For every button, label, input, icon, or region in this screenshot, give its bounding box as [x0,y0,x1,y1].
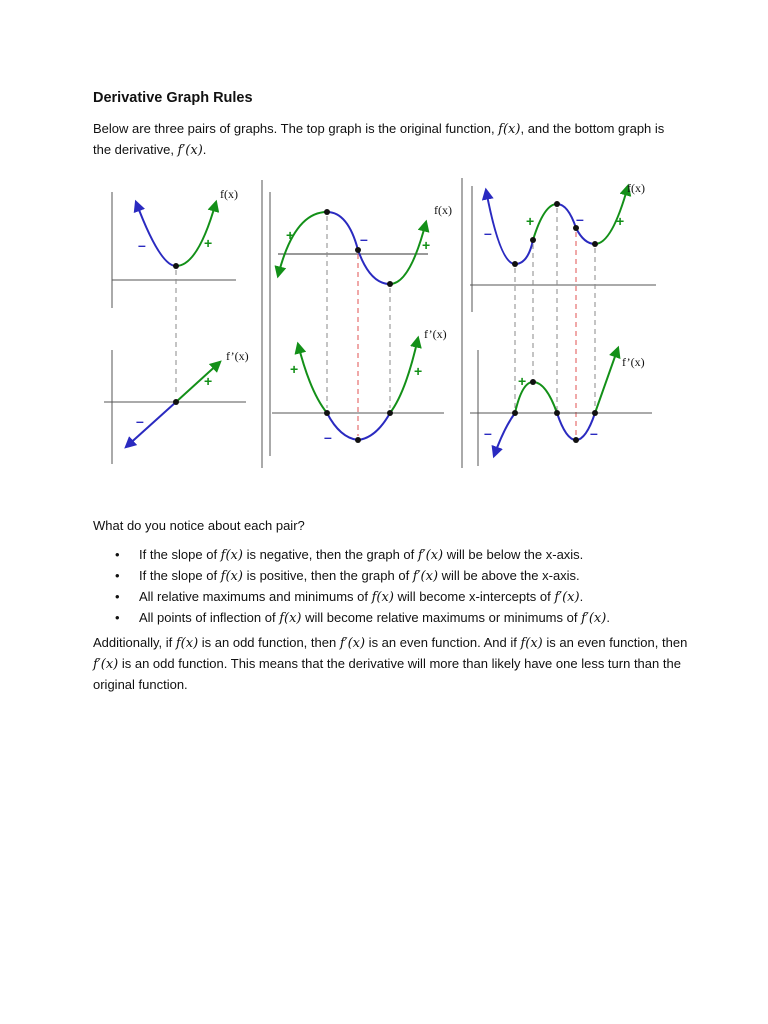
math-fx: f(x) [498,122,521,137]
p2-fx-inflection-point [355,247,361,253]
p3-fx-inflection-left [530,237,536,243]
p2-fx-plus-sign-left: + [286,227,295,243]
p1-fpx-minus-sign: – [136,413,144,429]
p1-fx-decreasing [136,202,176,266]
page-title: Derivative Graph Rules [93,90,253,106]
pair-1 [104,187,249,464]
p1-fx-minimum-point [173,263,179,269]
p2-fx-minus-sign: – [360,231,368,247]
graph-pairs-svg [100,172,665,472]
observation-item: • All relative maximums and minimums of f(x) will become x-intercepts of f′(x). [115,589,584,605]
math-fx: f(x) [220,569,243,584]
observation-item: • If the slope of f(x) is positive, then the graph of f′(x) will be above the x-axis. [115,568,580,584]
p2-fx-increasing-right [390,222,426,284]
p2-fpx-minus-sign: – [324,429,332,445]
observations-list [93,545,693,629]
p1-fx-increasing [176,202,216,266]
p2-fpx-plus-sign-left: + [290,361,299,377]
math-fx: f(x) [279,611,302,626]
p1-fpx-intercept-point [173,399,179,405]
math-fx: f(x) [371,590,394,605]
bullet-dot: • [115,610,120,625]
p3-fpx-plus-sign: + [518,373,527,389]
observation-item: • All points of inflection of f(x) will become relative maximums or minimums of f′(x). [115,610,610,626]
p1-fx-label: f(x) [220,187,238,201]
math-fpx: f′(x) [417,548,444,563]
p1-fx-plus-sign: + [204,235,213,251]
p2-fx-maximum-point [324,209,330,215]
question-text: What do you notice about each pair? [93,518,305,533]
intro-paragraph: Below are three pairs of graphs. The top graph is the original function, f(x), and the bottom graph is the derivative, f′(x). [93,121,665,158]
math-fx: f(x) [520,636,543,651]
p2-fx-minimum-point [387,281,393,287]
math-fpx: f′(x) [554,590,580,605]
p1-fx-minus-sign: – [138,237,146,253]
bullet-dot: • [115,547,120,562]
p1-fpx-negative [126,402,176,447]
math-fpx: f′(x) [581,611,607,626]
observation-item: • If the slope of f(x) is negative, then the graph of f′(x) will be below the x-axis. [115,547,584,563]
p3-fpx-label: f’(x) [622,355,645,369]
bullet-dot: • [115,568,120,583]
p2-fx-label: f(x) [434,203,452,217]
p3-fx-plus-sign-middle: + [526,213,535,229]
math-fpx: f′(x) [177,143,203,158]
p2-fpx-plus-sign-right: + [414,363,423,379]
p3-fx-label: f(x) [627,181,645,195]
p1-fpx-positive [176,362,220,402]
math-fx: f(x) [175,636,199,651]
p3-fpx-intercept-3 [592,410,598,416]
p3-fpx-intercept-2 [554,410,560,416]
math-fpx: f′(x) [339,636,366,651]
math-fpx: f′(x) [412,569,439,584]
p3-fx-minimum-left [512,261,518,267]
p1-fpx-plus-sign: + [204,373,213,389]
p3-fpx-minus-sign-right: – [590,425,598,441]
p2-fpx-label: f’(x) [424,327,447,341]
p3-fpx-maximum [530,379,536,385]
p2-fpx-intercept-left [324,410,330,416]
p3-fx-minus-sign-left: – [484,225,492,241]
p2-fx-increasing-left [278,212,327,276]
pair-3 [470,181,656,466]
p3-fx-plus-sign-right: + [616,213,625,229]
p1-fpx-label: f’(x) [226,349,249,363]
p3-fpx-minus-sign-left: – [484,425,492,441]
closing-paragraph: Additionally, if f(x) is an odd function, then f′(x) is an even function. And if f(x) is an even function, then f′(x) is an odd function. This means that the derivative will more than likely have one less turn than the original function. [93,635,688,692]
p2-fx-plus-sign-right: + [422,237,431,253]
p3-fpx-minimum [573,437,579,443]
bullet-dot: • [115,589,120,604]
p3-fpx-positive-right [595,348,618,413]
p2-fpx-minimum-point [355,437,361,443]
p3-fpx-intercept-1 [512,410,518,416]
math-fpx: f′(x) [93,657,119,672]
p3-fx-increasing-middle [533,204,557,240]
math-fx: f(x) [220,548,243,563]
derivative-graph-figure [100,172,665,472]
p3-fx-maximum [554,201,560,207]
p3-fx-minimum-right [592,241,598,247]
p2-fpx-positive-left [298,344,327,413]
p3-fx-minus-sign-right: – [576,211,584,227]
p2-fpx-intercept-right [387,410,393,416]
p3-fpx-negative-left [494,413,515,456]
pair-2 [270,192,452,456]
